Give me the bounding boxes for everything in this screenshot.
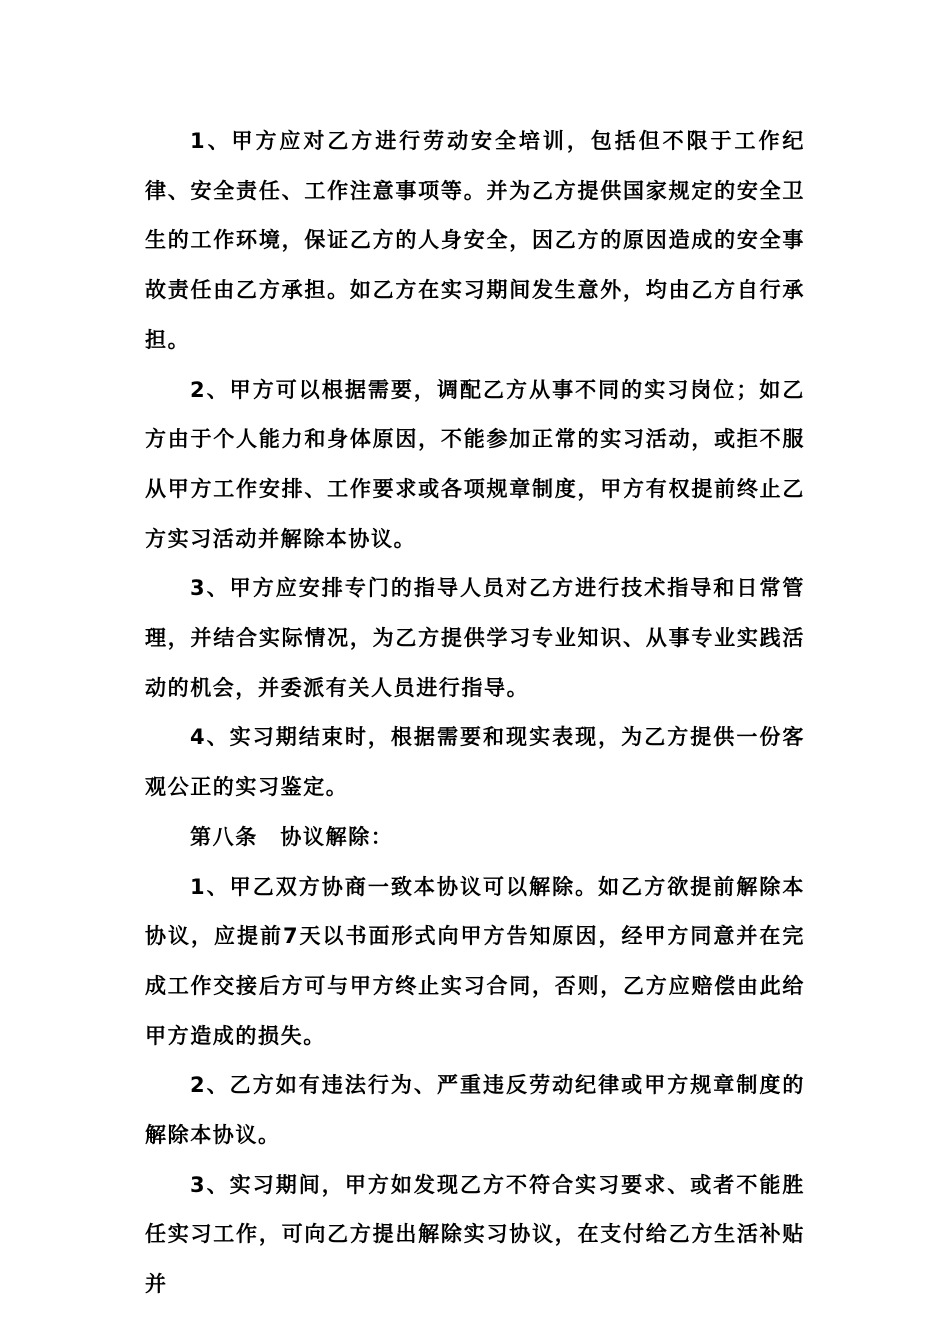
clause-paragraph-3: 3、甲方应安排专门的指导人员对乙方进行技术指导和日常管理，并结合实际情况，为乙方提供学习专业知识、从事专业实践活动的机会，并委派有关人员进行指导。 — [145, 576, 805, 700]
termination-paragraph-1: 1、甲乙双方协商一致本协议可以解除。如乙方欲提前解除本协议，应提前7天以书面形式向甲方告知原因，经甲方同意并在完成工作交接后方可与甲方终止实习合同，否则，乙方应赔偿由此给甲方造成的损失。 — [145, 874, 805, 1048]
section-heading: 第八条 协议解除： — [190, 824, 394, 849]
termination-paragraph-3: 3、实习期间，甲方如发现乙方不符合实习要求、或者不能胜任实习工作，可向乙方提出解除实习协议，在支付给乙方生活补贴并 — [145, 1172, 805, 1297]
clause-paragraph-2: 2、甲方可以根据需要，调配乙方从事不同的实习岗位；如乙方由于个人能力和身体原因，不能参加正常的实习活动，或拒不服从甲方工作安排、工作要求或各项规章制度，甲方有权提前终止乙方实习活动并解除本协议。 — [145, 377, 805, 551]
clause-paragraph-4: 4、实习期结束时，根据需要和现实表现，为乙方提供一份客观公正的实习鉴定。 — [145, 725, 805, 800]
document-body — [145, 117, 805, 1310]
termination-paragraph-2: 2、乙方如有违法行为、严重违反劳动纪律或甲方规章制度的解除本协议。 — [145, 1073, 805, 1148]
clause-paragraph-1: 1、甲方应对乙方进行劳动安全培训，包括但不限于工作纪律、安全责任、工作注意事项等。并为乙方提供国家规定的安全卫生的工作环境，保证乙方的人身安全，因乙方的原因造成的安全事故责任由乙方承担。如乙方在实习期间发生意外，均由乙方自行承担。 — [145, 129, 805, 352]
